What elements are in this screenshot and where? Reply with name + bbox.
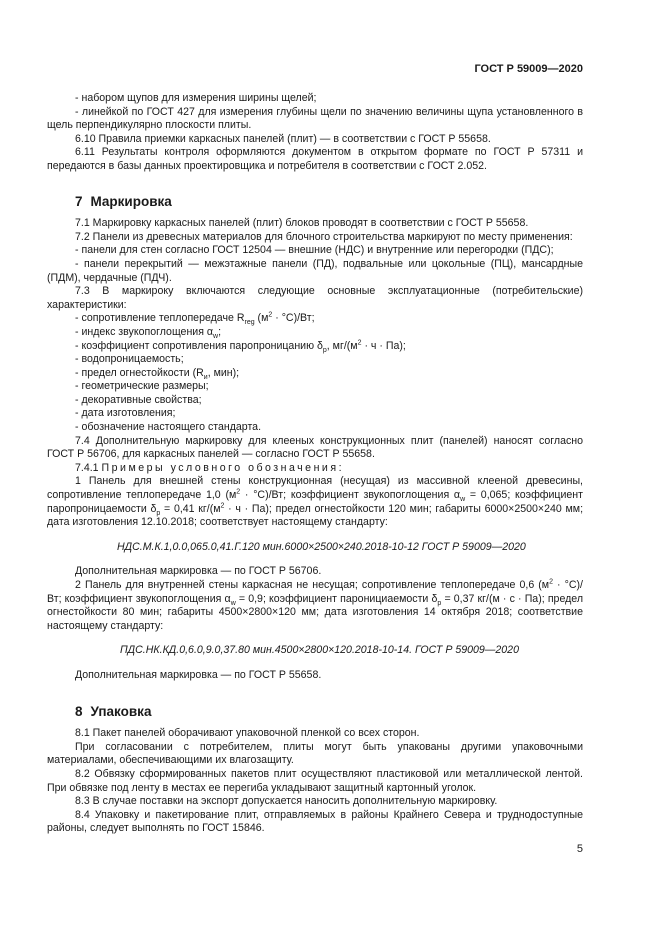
list-item: - водопроницаемость; bbox=[75, 353, 184, 366]
list-item: - геометрические размеры; bbox=[75, 380, 209, 393]
paragraph: При согласовании с потребителем, плиты могут быть упакованы другими упаковочными материалами, обеспечивающими их влагозащиту. bbox=[47, 740, 583, 767]
paragraph: 8.1 Пакет панелей оборачивают упаковочной пленкой со всех сторон. bbox=[75, 727, 420, 740]
list-item: - индекс звукопоглощения $\alpha_w$; bbox=[75, 325, 222, 341]
list-item: - панели для стен согласно ГОСТ 12504 — внешние (НДС) и внутренние или перегородки (ПДС); bbox=[75, 244, 554, 257]
paragraph: 7.1 Маркировку каркасных панелей (плит) блоков проводят в соответствии с ГОСТ Р 55658. bbox=[75, 217, 529, 230]
paragraph: 6.11 Результаты контроля оформляются документом в открытом формате по ГОСТ Р 57311 и передаются в базы данных проектировщика и потребителя в соответствии с ГОСТ 2.052. bbox=[47, 146, 583, 172]
paragraph: 8.2 Обвязку сформированных пакетов плит осуществляют пластиковой или металлической лентой. При обвязке под ленту в местах ее перегиба укладывают защитный картонный уголок. bbox=[47, 767, 583, 794]
paragraph: Дополнительная маркировка — по ГОСТ Р 55658. bbox=[75, 668, 322, 681]
list-item: - набором щупов для измерения ширины щелей; bbox=[75, 92, 317, 104]
section-number: 8 bbox=[75, 703, 83, 719]
section-title: Упаковка bbox=[90, 703, 152, 719]
section-number: 7 bbox=[75, 193, 83, 209]
list-item: - коэффициент сопротивления паропроницанию $\delta_p$, $мг/(м^2 \cdot ч \cdot Па)$; bbox=[75, 338, 406, 354]
document-header: ГОСТ Р 59009—2020 bbox=[474, 63, 583, 75]
paragraph: 7.4 Дополнительную маркировку для клееных конструкционных плит (панелей) наносят согласно ГОСТ Р 56706, для каркасных панелей — согласно ГОСТ Р 55658. bbox=[47, 434, 583, 461]
section-title: Маркировка bbox=[90, 193, 172, 209]
paragraph: 7.3 В маркироку включаются следующие основные эксплуатационные (потребительские) характеристики: bbox=[47, 285, 583, 311]
list-item: - предел огнестойкости ($R_и$, мин); bbox=[75, 366, 240, 381]
paragraph: Дополнительная маркировка — по ГОСТ Р 56706. bbox=[75, 565, 322, 578]
section-heading bbox=[75, 195, 583, 209]
list-item: - линейкой по ГОСТ 427 для измерения глубины щели по значению величины щупа установленного в щель перпендикулярно плоскости плиты. bbox=[47, 105, 583, 132]
example-1: 1 Панель для внешней стены конструкционная (несущая) из массивной клееной древесины, сопротивление теплопередаче 1,0 $(м^2 \cdot ^\circ С)/Вт$; коэффициент звукопоглощения $\alpha_w = 0,065$; коэффициент паропроницаемости $\delta_р = 0,41$ $кг/(м^2 \cdot ч \cdot Па)$; предел огнестойкости 120 мин; габариты 6000×2500×240 мм; дата изготовления 12.10.2018; соответствует настоящему стандарту: bbox=[47, 475, 584, 529]
designation-formula: НДС.М.К.1,0.0,065.0,41.Г.120 мин.6000×2500×240.2018-10-12 ГОСТ Р 59009—2020 bbox=[117, 540, 526, 553]
section-heading bbox=[75, 705, 583, 719]
list-item: - декоративные свойства; bbox=[75, 393, 202, 406]
example-heading: 7.4.1 Примеры условного обозначения: bbox=[75, 461, 345, 474]
paragraph: 8.3 В случае поставки на экспорт допускается наносить дополнительную маркировку. bbox=[75, 795, 498, 808]
paragraph: 7.2 Панели из древесных материалов для блочного строительства маркируют по месту применения: bbox=[75, 230, 573, 243]
paragraph: 6.10 Правила приемки каркасных панелей (плит) — в соответствии с ГОСТ Р 55658. bbox=[75, 132, 491, 145]
designation-formula: ПДС.НК.КД.0,6.0,9.0,37.80 мин.4500×2800×120.2018-10-14. ГОСТ Р 59009—2020 bbox=[120, 644, 519, 657]
list-item: - сопротивление теплопередаче $R_{reg}$ $(м^2 \cdot ^\circ С)/Вт$; bbox=[75, 311, 315, 327]
document-body bbox=[47, 92, 583, 836]
list-item: - дата изготовления; bbox=[75, 407, 176, 420]
page-number: 5 bbox=[576, 843, 583, 855]
list-item: - панели перекрытий — межэтажные панели (ПД), подвальные или цокольные (ПЦ), мансардные (ПДМ), чердачные (ПДЧ). bbox=[47, 257, 583, 284]
paragraph: 8.4 Упаковку и пакетирование плит, отправляемых в районы Крайнего Севера и труднодоступные районы, следует выполнять по ГОСТ 15846. bbox=[47, 808, 583, 835]
example-2: 2 Панель для внутренней стены каркасная не несущая; сопротивление теплопередаче 0,6 $(м^2 \cdot ^\circ С)/Вт$; коэффициент звукопоглощения $\alpha_w = 0,9$; коэффициент паронициаемости $\delta_р = 0,37$ кг/(м · с · Па); предел огнестойкости 80 мин; габариты 4500×2800×120 мм; дата изготовления 14 октября 2018; соответствие настоящему стандарту: bbox=[47, 578, 584, 632]
list-item: - обозначение настоящего стандарта. bbox=[75, 421, 262, 434]
